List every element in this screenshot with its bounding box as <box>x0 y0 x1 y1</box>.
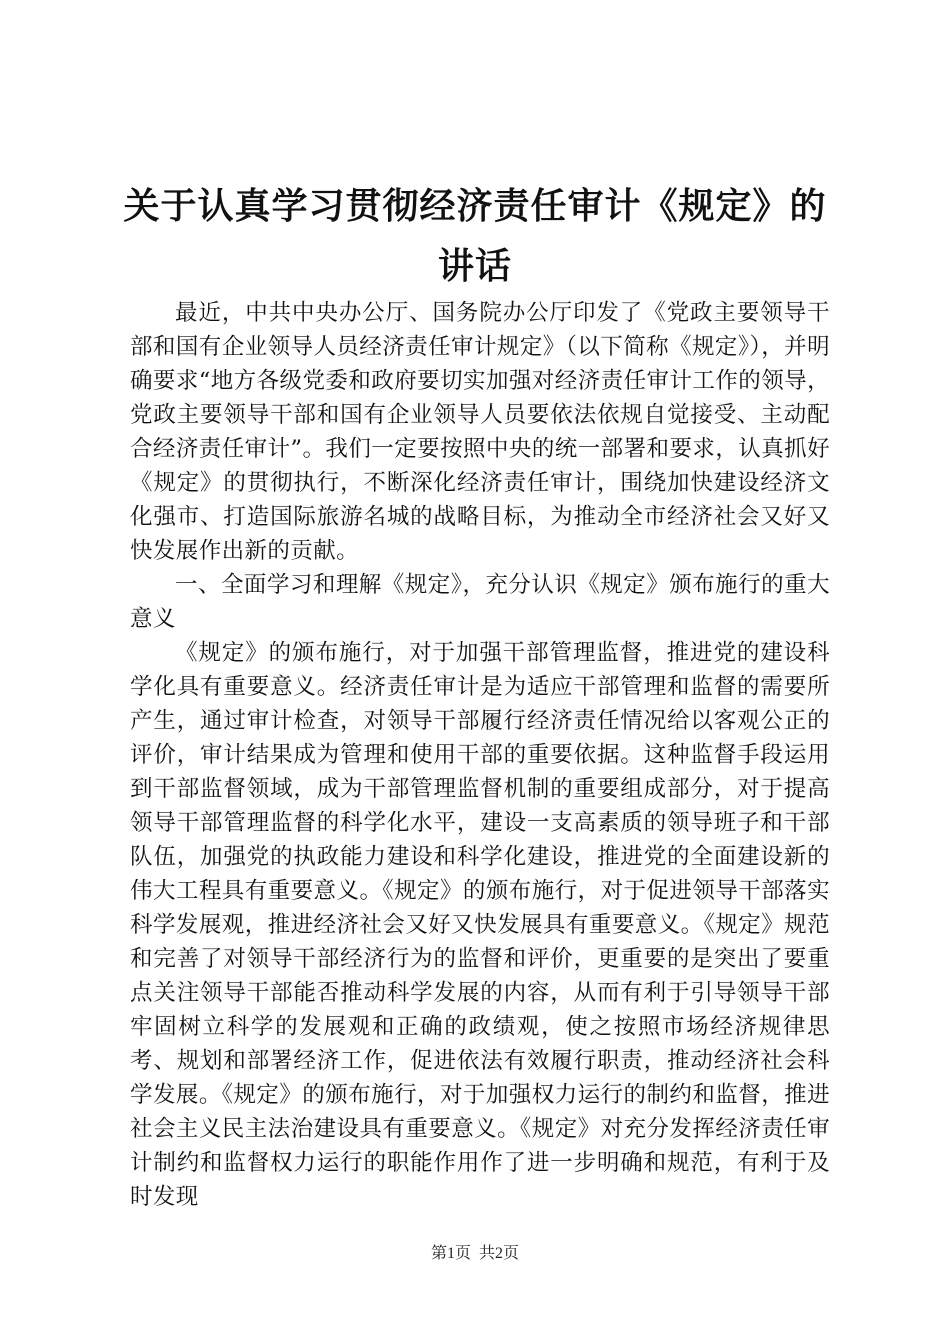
section-heading-1: 一、全面学习和理解《规定》，充分认识《规定》颁布施行的重大意义 <box>130 572 830 632</box>
document-title: 关于认真学习贯彻经济责任审计《规定》的讲话 <box>123 185 827 287</box>
paragraph-significance: 《规定》的颁布施行，对于加强干部管理监督，推进党的建设科学化具有重要意义。经济责任审计是为适应干部管理和监督的需要所产生，通过审计检查，对领导干部履行经济责任情况给以客观公正的评价，审计结果成为管理和使用干部的重要依据。这种监督手段运用到干部监督领域，成为干部管理监督机制的重要组成部分，对于提高领导干部管理监督的科学化水平，建设一支高素质的领导班子和干部队伍，加强党的执政能力建设和科学化建设，推进党的全面建设新的伟大工程具有重要意义。《规定》的颁布施行，对于促进领导干部落实科学发展观，推进经济社会又好又快发展具有重要意义。《规定》规范和完善了对领导干部经济行为的监督和评价，更重要的是突出了要重点关注领导干部能否推动科学发展的内容，从而有利于引导领导干部牢固树立科学的发展观和正确的政绩观，使之按照市场经济规律思考、规划和部署经济工作，促进依法有效履行职责，推动经济社会科学发展。《规定》的颁布施行，对于加强权力运行的制约和监督，推进社会主义民主法治建设具有重要意义。《规定》对充分发挥经济责任审计制约和监督权力运行的职能作用作了进一步明确和规范，有利于及时发现 <box>130 640 830 1210</box>
document-body <box>130 296 830 1214</box>
page-number: 第1页 <box>430 1245 471 1262</box>
page-total: 共2页 <box>479 1245 520 1262</box>
page-footer <box>0 1244 950 1264</box>
paragraph-intro: 最近，中共中央办公厅、国务院办公厅印发了《党政主要领导干部和国有企业领导人员经济责任审计规定》（以下简称《规定》），并明确要求“地方各级党委和政府要切实加强对经济责任审计工作的领导，党政主要领导干部和国有企业领导人员要依法依规自觉接受、主动配合经济责任审计”。我们一定要按照中央的统一部署和要求，认真抓好《规定》的贯彻执行，不断深化经济责任审计，围绕加快建设经济文化强市、打造国际旅游名城的战略目标，为推动全市经济社会又好又快发展作出新的贡献。 <box>130 300 830 564</box>
